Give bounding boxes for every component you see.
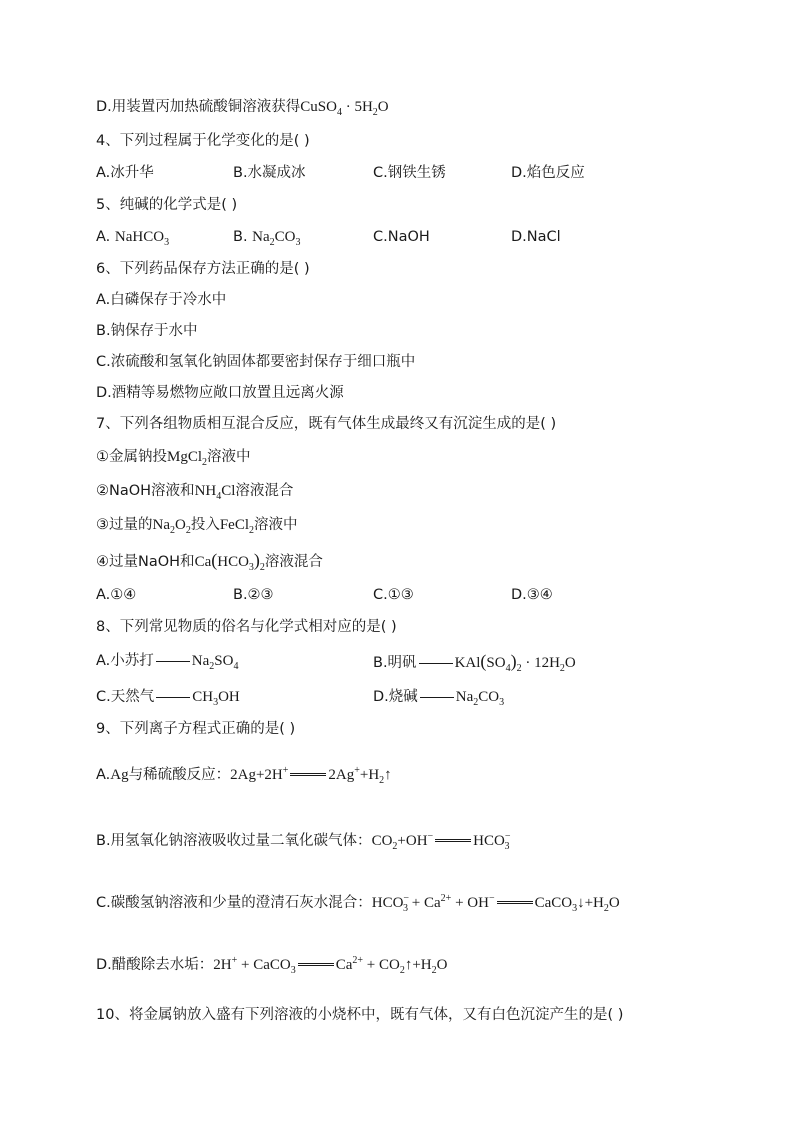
reaction-arrow [435,839,471,842]
q7-option-a: A.①④ [96,587,137,603]
q4-option-a: A.冰升华 [96,165,154,181]
dash-symbol [420,697,454,698]
reaction-arrow [497,901,533,904]
q4-option-c: C.钢铁生锈 [373,165,446,181]
q3-option-d: D.用装置丙加热硫酸铜溶液获得CuSO$_4$ · $5H_2O$ [96,99,389,118]
q9-stem: 9、下列离子方程式正确的是( ) [96,721,296,737]
dash-symbol [156,661,190,662]
q9-option-b: B.用氢氧化钠溶液吸收过量二氧化碳气体：$CO_2+OH^-$ $HCO^-_3$ [96,831,511,852]
q5-option-b: B. $Na_2CO_3$ [233,229,301,248]
dash-symbol [419,663,453,664]
q9-option-d: D.醋酸除去水垢：2H+ + CaCO$_3$ $Ca^{2+}$ + $CO_2↑+H_2O$ [96,955,448,976]
q5-option-c: C.NaOH [373,229,430,245]
q8-stem: 8、下列常见物质的俗名与化学式相对应的是( ) [96,619,397,635]
reaction-arrow [290,773,326,776]
q8-option-d: D.烧碱 $Na_2CO_3$ [373,689,505,708]
q4-option-d: D.焰色反应 [511,165,585,181]
q6-stem: 6、下列药品保存方法正确的是( ) [96,261,310,277]
q7-item-3: ③过量的$Na_2O_2$投入FeCl$_2$溶液中 [96,517,298,536]
q5-stem: 5、纯碱的化学式是( ) [96,197,238,213]
q7-item-2: ②NaOH溶液和$NH_4Cl$溶液混合 [96,483,294,502]
q4-stem: 4、下列过程属于化学变化的是( ) [96,133,310,149]
q6-option-b: B.钠保存于水中 [96,323,198,339]
q9-option-c: C.碳酸氢钠溶液和少量的澄清石灰水混合：$HCO^-_3 + Ca^{2+} + OH^-$ $CaCO_3↓+H_2O$ [96,893,620,914]
q5-option-a: A. NaHCO$_3$ [96,229,170,248]
q6-option-a: A.白磷保存于冷水中 [96,292,227,308]
q7-item-1: ①金属钠投MgCl$_2$溶液中 [96,449,251,468]
q5-option-d: D.NaCl [511,229,561,245]
q4-option-b: B.水凝成冰 [233,165,306,181]
q7-option-c: C.①③ [373,587,414,603]
q7-item-4: ④过量NaOH和$Ca(HCO_3)_2$溶液混合 [96,550,323,573]
q9-option-a: A.Ag与稀硫酸反应：2Ag+2H+ $2Ag^++H_2↑$ [96,765,392,786]
q8-option-c: C.天然气 $CH_3OH$ [96,689,240,708]
reaction-arrow [298,963,334,966]
q6-option-d: D.酒精等易燃物应敞口放置且远离火源 [96,385,344,401]
q7-option-d: D.③④ [511,587,553,603]
formula: CuSO$_4$ · $5H_2O$ [300,99,389,118]
q8-option-b: B.明矾 $KAl(SO_4)_2 \cdot 12H_2O$ [373,651,576,674]
q10-stem: 10、将金属钠放入盛有下列溶液的小烧杯中，既有气体，又有白色沉淀产生的是( ) [96,1007,624,1023]
q8-option-a: A.小苏打 $Na_2SO_4$ [96,653,239,672]
q7-stem: 7、下列各组物质相互混合反应，既有气体生成最终又有沉淀生成的是( ) [96,416,557,432]
dash-symbol [156,697,190,698]
q7-option-b: B.②③ [233,587,274,603]
q6-option-c: C.浓硫酸和氢氧化钠固体都要密封保存于细口瓶中 [96,354,416,370]
